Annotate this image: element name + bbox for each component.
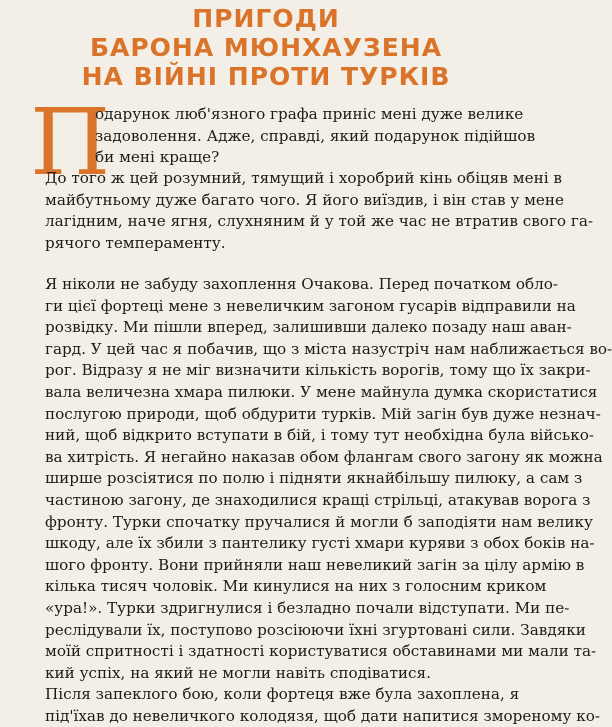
text-line: кілька тисяч чоловік. Ми кинулися на них з голосним криком [45,577,547,596]
text-line: лагідним, наче ягня, слухняним й у той же час не втратив свого га- [45,212,594,231]
text-line: майбутньому дуже багато чого. Я його виїздив, і він став у мене [45,190,565,209]
text-line: під'їхав до невеличкого колодязя, щоб дати напитися змореному ко- [45,706,601,725]
paragraph-3 [45,274,612,727]
title-line-3: НА ВІЙНІ ПРОТИ ТУРКІВ [81,62,451,91]
text-line: гард. У цей час я побачив, що з міста назустріч нам наближається во- [45,339,612,358]
text-line: вала величезна хмара пилюки. У мене майнула думка скористатися [45,382,598,401]
text-line: ва хитрість. Я негайно наказав обом флангам свого загону як можна [45,447,603,466]
text-line: рог. Відразу я не міг визначити кількість ворогів, тому що їх закри- [45,361,591,380]
paragraph-2 [45,168,594,254]
chapter-title [0,4,532,91]
text-line: шого фронту. Вони прийняли наш невеликий загін за цілу армію в [45,555,585,574]
text-line: послугою природи, щоб обдурити турків. Мій загін був дуже незнач- [45,404,601,423]
text-line: моїй спритності і здатності користуватися обставинами ми мали та- [45,642,597,661]
text-line: розвідку. Ми пішли вперед, залишивши далеко позаду наш аван- [45,318,572,337]
drop-cap-letter: П [30,89,111,196]
text-line: кий успіх, на який не могли навіть сподіватися. [45,663,431,682]
text-line: реслідували їх, поступово розсіюючи їхні згуртовані сили. Завдяки [45,620,586,639]
text-line: фронту. Турки спочатку пручалися й могли б заподіяти нам велику [45,512,593,531]
text-line: «ура!». Турки здригнулися і безладно почали відступати. Ми пе- [45,598,570,617]
text-line: частиною загону, де знаходилися кращі стрільці, атакував ворога з [45,490,591,509]
text-line: би мені краще? [95,148,220,167]
text-line: ширше розсіятися по полю і підняти якнайбільшу пилюку, а сам з [45,469,583,488]
text-line: одарунок люб'язного графа приніс мені дуже велике [95,105,524,123]
paragraph-1 [95,104,536,169]
text-line: Я ніколи не забуду захоплення Очакова. Перед початком обло- [45,275,559,293]
text-line: ги цієї фортеці мене з невеличким загоном гусарів відправили на [45,296,576,315]
text-line: шкоду, але їх збили з пантелику густі хмари куряви з обох боків на- [45,534,595,553]
text-line: Після запеклого бою, коли фортеця вже була захоплена, я [45,685,520,704]
text-line: До того ж цей розумний, тямущий і хоробрий кінь обіцяв мені в [45,169,562,187]
text-line: задоволення. Адже, справді, який подарунок підійшов [95,126,536,145]
title-line-2: БАРОНА МЮНХАУЗЕНА [89,33,443,62]
text-line: ний, щоб відкрито вступати в бій, і тому тут необхідна була військо- [45,426,595,445]
title-line-1: ПРИГОДИ [192,4,340,33]
text-line: рячого темпераменту. [45,233,226,252]
